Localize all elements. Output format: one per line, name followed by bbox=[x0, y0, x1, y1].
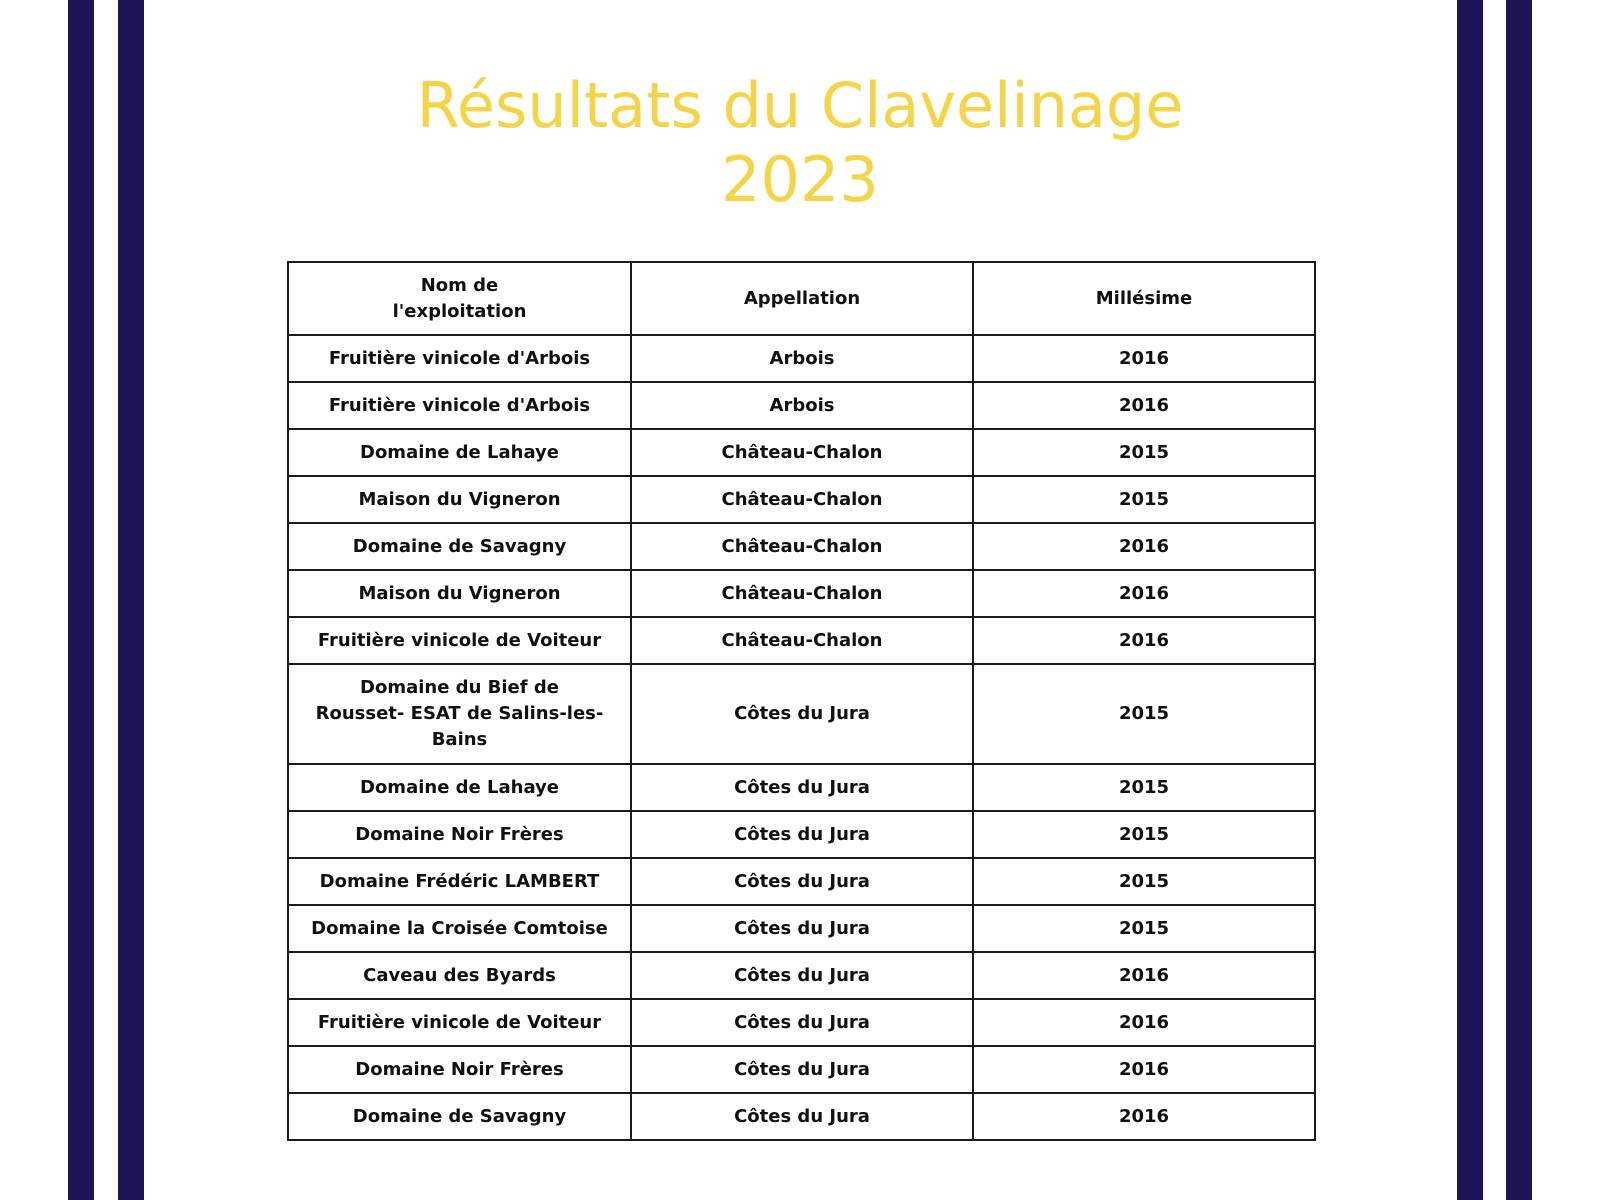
cell-appellation: Côtes du Jura bbox=[631, 858, 973, 905]
cell-appellation: Côtes du Jura bbox=[631, 811, 973, 858]
table-row bbox=[288, 905, 1315, 952]
table-row bbox=[288, 664, 1315, 764]
cell-exploitation: Domaine du Bief de Rousset- ESAT de Salins-les- Bains bbox=[288, 664, 631, 764]
cell-millesime: 2016 bbox=[973, 999, 1315, 1046]
table-row bbox=[288, 617, 1315, 664]
table-row bbox=[288, 858, 1315, 905]
table-row bbox=[288, 764, 1315, 811]
page-title-line-2: 2023 bbox=[721, 143, 879, 216]
cell-appellation: Arbois bbox=[631, 335, 973, 382]
cell-exploitation: Domaine Frédéric LAMBERT bbox=[288, 858, 631, 905]
table-row bbox=[288, 999, 1315, 1046]
cell-exploitation: Domaine Noir Frères bbox=[288, 811, 631, 858]
cell-appellation: Arbois bbox=[631, 382, 973, 429]
cell-appellation: Côtes du Jura bbox=[631, 999, 973, 1046]
table-row bbox=[288, 429, 1315, 476]
cell-millesime: 2015 bbox=[973, 811, 1315, 858]
cell-appellation: Côtes du Jura bbox=[631, 952, 973, 999]
cell-exploitation: Domaine de Lahaye bbox=[288, 429, 631, 476]
cell-appellation: Château-Chalon bbox=[631, 570, 973, 617]
cell-millesime: 2016 bbox=[973, 1093, 1315, 1140]
cell-exploitation: Fruitière vinicole de Voiteur bbox=[288, 999, 631, 1046]
cell-appellation: Côtes du Jura bbox=[631, 764, 973, 811]
cell-appellation: Côtes du Jura bbox=[631, 1093, 973, 1140]
table-row bbox=[288, 476, 1315, 523]
cell-appellation: Château-Chalon bbox=[631, 429, 973, 476]
cell-millesime: 2016 bbox=[973, 952, 1315, 999]
table-row bbox=[288, 1093, 1315, 1140]
cell-appellation: Château-Chalon bbox=[631, 617, 973, 664]
cell-exploitation: Domaine de Lahaye bbox=[288, 764, 631, 811]
cell-exploitation: Maison du Vigneron bbox=[288, 570, 631, 617]
cell-millesime: 2016 bbox=[973, 335, 1315, 382]
cell-appellation: Château-Chalon bbox=[631, 476, 973, 523]
cell-millesime: 2016 bbox=[973, 617, 1315, 664]
column-header-millesime: Millésime bbox=[973, 262, 1315, 335]
table-header-row bbox=[288, 262, 1315, 335]
page-title-line-1: Résultats du Clavelinage bbox=[416, 69, 1184, 142]
table-row bbox=[288, 335, 1315, 382]
cell-exploitation: Fruitière vinicole d'Arbois bbox=[288, 382, 631, 429]
table-row bbox=[288, 382, 1315, 429]
cell-millesime: 2015 bbox=[973, 476, 1315, 523]
cell-millesime: 2016 bbox=[973, 1046, 1315, 1093]
cell-millesime: 2015 bbox=[973, 858, 1315, 905]
table-row bbox=[288, 570, 1315, 617]
cell-appellation: Côtes du Jura bbox=[631, 664, 973, 764]
cell-exploitation: Maison du Vigneron bbox=[288, 476, 631, 523]
cell-exploitation: Domaine de Savagny bbox=[288, 523, 631, 570]
cell-exploitation: Domaine de Savagny bbox=[288, 1093, 631, 1140]
cell-millesime: 2016 bbox=[973, 382, 1315, 429]
cell-exploitation: Fruitière vinicole de Voiteur bbox=[288, 617, 631, 664]
cell-millesime: 2015 bbox=[973, 905, 1315, 952]
cell-exploitation: Caveau des Byards bbox=[288, 952, 631, 999]
table-row bbox=[288, 952, 1315, 999]
cell-millesime: 2016 bbox=[973, 523, 1315, 570]
cell-millesime: 2016 bbox=[973, 570, 1315, 617]
table-row bbox=[288, 523, 1315, 570]
cell-appellation: Château-Chalon bbox=[631, 523, 973, 570]
table-row bbox=[288, 811, 1315, 858]
column-header-appellation: Appellation bbox=[631, 262, 973, 335]
results-table bbox=[287, 261, 1316, 1141]
cell-millesime: 2015 bbox=[973, 764, 1315, 811]
table-row bbox=[288, 1046, 1315, 1093]
cell-appellation: Côtes du Jura bbox=[631, 1046, 973, 1093]
cell-millesime: 2015 bbox=[973, 429, 1315, 476]
cell-appellation: Côtes du Jura bbox=[631, 905, 973, 952]
cell-millesime: 2015 bbox=[973, 664, 1315, 764]
cell-exploitation: Fruitière vinicole d'Arbois bbox=[288, 335, 631, 382]
cell-exploitation: Domaine Noir Frères bbox=[288, 1046, 631, 1093]
column-header-exploitation: Nom de l'exploitation bbox=[288, 262, 631, 335]
cell-exploitation: Domaine la Croisée Comtoise bbox=[288, 905, 631, 952]
